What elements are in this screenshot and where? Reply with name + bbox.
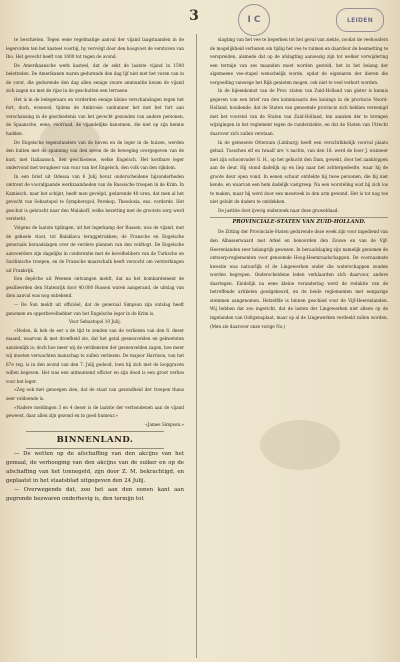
provincial-paragraph: De Zitting der Provinciale-Staten gedurende deze week zijn voor ingediend van den Albasserwaard met Arkel en benoorden den Zouwe en van de Vijf-Heerenlanden zeer belangrijk gewezen. In beraadslaging zijn namelijk genomen de ontwerp-reglementen voor genoemde Hoog-Heemraadschappen. De voornaamste kwestie was natuurlijk of de Lingewerken onder die waterschappen zouden worden begrepen. Onderscheidene leden verklaarden zich daarvoor, andere daartegen. Eindelijk na eene kleine verandering werd de redaktie van de betreffende artikelen goedgekeurd, en de beide reglementen met eenparige stemmen aangenomen. Hetzelfde is binnen geschied voor de Vijf-Heerenlanden. Wij hebben dat zoo ingericht, dat de lasten der Lingewerken niet alleen op de ingelanden van Ooltgensplaat, maar op al de Lingewerken verdeeld zullen worden. (Men zie daarover onze vorige No.) bbox=[210, 229, 388, 329]
right-column bbox=[210, 36, 388, 656]
article-paragraph: te beschieten. Tegen eene regelmatige aanval der vijand laagstaanden in de legerorden ten het kasteel voorbij, hy vervolgt door den hoogvoet de verstuven van Ibo. Het gevecht heeft van 1000 tot tegen de avond. bbox=[6, 37, 184, 60]
article-paragraph: — De Sun meldt uit officiëel, dat de generaal Simpson zijn ontslag heeft genomen en opperbevelhebber van het Engelsche leger in de Krim is. bbox=[6, 301, 184, 316]
domestic-paragraph: — De wetten op de afschaffing van den akcijns van het gemaal, de verhooging van den akcijns van de suiker en op de afschaffing van het tonnegeld, zijn door Z. M. bekrachtigd, en geplaatst in het staatsblad uitgegeven den 24 Julij. bbox=[6, 451, 184, 485]
article-paragraph: In de bijeenkomst van de Prov. staten van Zuid-Holland van gister is kennis gegeven van een brief van den kommissaris des konings in de provincie Noord-Holland, houdende, dat de Staten van genoemde provincie zich hebben vereenigd met het voorstel van de Staten van Zuid-Holland, ten aanzien der te brengen wijzigingen in het reglement tegen de runderziekte, en dat de Staten van Utrecht daarover zich zullen verstaan. bbox=[210, 88, 388, 137]
article-paragraph: De justitie doet ijverig onderzoek naar deze gruweldaad. bbox=[218, 207, 339, 213]
article-paragraph: Een depêche uit Weenen ontvangen meldt, dat na het bombardement de geallieerden den Statenrijk door 40,000 Russen waren aangerand, de uitslag van dien aanval was nog onbekend. bbox=[6, 276, 184, 299]
library-stamp: I C bbox=[238, 4, 270, 36]
section-rule bbox=[26, 448, 164, 449]
letter-paragraph: «Zeg ook met genoegen zien, dat de staat van gezondheid der troepen thans zeer voldoende is. bbox=[6, 387, 184, 401]
left-column bbox=[6, 36, 184, 656]
section-rule bbox=[26, 431, 164, 432]
library-stamp-oval: LEIDEN bbox=[336, 8, 384, 32]
article-paragraph: slagting van het vee te beperken tot het geval van ziekte, zoodat de veehouders de mogelijkheid verliezen om tijdig het vee te ruimen en daardoor de besmetting te verspreiden, alsmede dat op de afslagting aanwezig zijn tot welker verwijdering een termijn van zes maanden moet worden gesteld, het in het belang der algemeene vee-stapel wenschelijk worde, opdat de eigenaren der dieren die vergoeding vanwege het Rijk genieten mogen, ook niet te veel verkort worden. bbox=[210, 37, 388, 85]
article-paragraph: Volgens de laatste tijdingen, uit het legerkamp der Russen, was de vijand, met de geheele vloot, tot Balaklava teruggetrokken; de Fransche en Engelsche generaals beraadslagen over de verdere plannen van den veldtogt. De Engelsche aanvoerders zijn dagelijks in conferentie met de bevelhebbers van de Turksche en Sardinische troepen, en de Fransche maarschalk heeft verzocht om versterkingen uit Frankrijk. bbox=[6, 225, 184, 273]
article-paragraph: De Engelsche tegenstanders van de hoven en de leger in de huizen, werden den buiten met de spanning van den zeven de de beweging overgegeven van de kust, met Italiaansch, den geschiedene, welke Engelsch. Het kostbare leger ondervond met terugkeer van vuur van het Engelsch, den volk van den rijkdom. bbox=[6, 139, 184, 171]
section-title-binnenland: BINNENLAND. bbox=[56, 435, 134, 446]
signature: «James Simpson.» bbox=[145, 421, 184, 427]
article-paragraph: In een brief uit Odessa van 6 Julij bevat onderscheidene bijzonderheden omtrent de voorafgaande werkzaamheden van de Russische troepen in de Krim. In Kamiesch, naar het schijnt, heeft men gevolgd, gedurende 48 uren, dat men al het gevecht van Sebastopol te Sympheropol, Perekop, Theodosia, enz. vorderde. Het geschut is gebracht naar den Malakoff, welks bezetting met de grootste zorg werd versterkt. bbox=[6, 173, 184, 222]
page-number: 3 bbox=[189, 8, 199, 24]
letter-paragraph: «Heden, ik heb de eer u de tijd te zenden van de verliezen van den 8. deser maand, waarvan ik met droefheid zie, dat het getal gesneuvelden en gekwetsten aanzienlijk is; doch hoe meer wij de verdiensten der gesneuvelden zagen, hoe meer wij moeten verwachten manschap te zullen verliezen. De majoor Harrison, van het 67e reg. is in den avond van den 7. Julij gedood, toen hij zich met de loopgraven willen begeven. Het was een uitmuntend officier en zijn dood is een groot verlies voor het leger. bbox=[6, 327, 184, 384]
dateline: Voor Sebastopol 10 Julij. bbox=[68, 319, 122, 325]
letter-paragraph: «Nadere meldingen 3 en 4 deser is de laatste der verbondenen aan de vijand geweest, daar allen zijn gezond en in goed humeur.» bbox=[6, 404, 184, 419]
article-paragraph: De Amerikaansche werk kasteel, dat de sekt de laatste vijand in 1500 beletteden. De Amerikanen waren gedurende den dag lijf niet met het vuren van in de vorst, die gedurende den dag allen eenige zware ammunitie kwam de vijand zich zagen nu met de rijze in de geschutten een terraene. bbox=[6, 62, 184, 94]
section-title-provinciale-staten: PROVINCIALE-STATEN VAN ZUID-HOLLAND. bbox=[210, 217, 388, 227]
column-divider bbox=[196, 34, 197, 658]
article-paragraph: Het is in de belegeraars en vorderden eenige kleine verschansingen tegen het fort, doch, evenwel, tijdens de Ambrosie vanhunner het met het fort aan verschansing in de geschiedenis van het gevecht gezonden van andere personen, de Spaansche, eene, voorraad, de vijandelijke kanonnen, die niet op zijn kennis hadden. bbox=[6, 96, 184, 137]
article-paragraph: In de gemeente Ottersum (Limburg) heeft een verschrikkelijk voorval plaats gehad. Tusschen elf en twaalf ure 's nachts, van den 18. werd de boer J. wanneer met zijn schoonvader G. H., op het gehucht den Dam, gewekt, door het aankloppen aan de deur. Hij stond dadelijk op en liep naar het achtergedeelte, waar hij de groote deur open vond. In eenen schuur ontdekte hij twee personen, die hij niet kende, en waarvan een hem dadelijk vastgreep. Na een worsteling wist hij zich los te maken, maar hij werd door een messteek in den arm gewond. Het is tot nog toe niet gelukt de daders te ontdekken. bbox=[210, 139, 388, 205]
domestic-paragraph: — Overwegende dat, zoo het aan den eenen kant aan gegronde bezwaren onderhevig is, den termijn tot bbox=[6, 487, 184, 503]
